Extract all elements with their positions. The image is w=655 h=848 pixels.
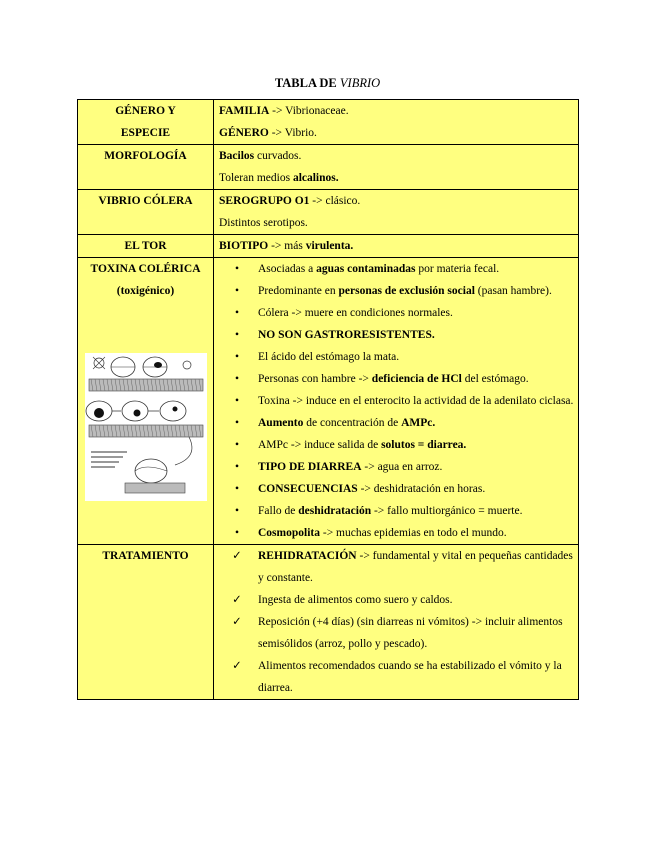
text-segment: AMPc -> induce salida de bbox=[258, 439, 382, 451]
check-icon: ✓ bbox=[232, 660, 242, 672]
text-segment: -> clásico. bbox=[309, 195, 361, 207]
text-segment: personas de exclusión social bbox=[338, 285, 475, 297]
text-segment: Toleran medios bbox=[219, 172, 293, 184]
bullet-icon: • bbox=[234, 417, 240, 429]
list-item bbox=[228, 258, 574, 280]
title-italic: VIBRIO bbox=[339, 76, 381, 90]
text-segment: Aumento bbox=[258, 417, 304, 429]
text-segment: Personas con hambre -> bbox=[258, 373, 372, 385]
row-header bbox=[78, 100, 214, 145]
text-segment: -> fundamental y vital en pequeñas cantidades y constante. bbox=[258, 550, 573, 584]
list-item bbox=[228, 302, 574, 324]
table-row bbox=[78, 100, 579, 145]
text-segment: TIPO DE DIARREA bbox=[258, 461, 362, 473]
text-segment: aguas contaminadas bbox=[316, 263, 416, 275]
text-segment: REHIDRATACIÓN bbox=[258, 550, 357, 562]
bullet-icon: • bbox=[234, 505, 240, 517]
text-segment: -> deshidratación en horas. bbox=[357, 483, 486, 495]
table-row bbox=[78, 235, 579, 258]
list-item bbox=[228, 434, 574, 456]
bullet-icon: • bbox=[234, 439, 240, 451]
row-content bbox=[214, 145, 579, 190]
bullet-icon: • bbox=[234, 307, 240, 319]
row-content bbox=[214, 258, 579, 545]
table-row bbox=[78, 258, 579, 545]
list-item bbox=[228, 412, 574, 434]
text-segment: alcalinos. bbox=[292, 172, 339, 184]
text-segment: deshidratación bbox=[298, 505, 372, 517]
text-segment: NO SON GASTRORESISTENTES. bbox=[258, 329, 435, 341]
text-segment: Reposición (+4 días) (sin diarreas ni vómitos) -> incluir alimentos semisólidos (arroz, pollo y pescado). bbox=[258, 616, 563, 650]
text-segment: Ingesta de alimentos como suero y caldos. bbox=[258, 594, 453, 606]
text-segment: deficiencia de HCl bbox=[371, 373, 462, 385]
document-title bbox=[0, 76, 655, 91]
table-row bbox=[78, 190, 579, 235]
title-bold: TABLA DE bbox=[274, 76, 340, 90]
text-segment: El ácido del estómago la mata. bbox=[258, 351, 400, 363]
content-line bbox=[219, 212, 574, 234]
bullet-icon: • bbox=[234, 527, 240, 539]
text-segment: solutos = diarrea. bbox=[381, 439, 467, 451]
text-segment: Toxina -> induce en el enterocito la actividad de la adenilato ciclasa. bbox=[258, 395, 574, 407]
text-segment: -> más bbox=[268, 240, 306, 252]
bullet-icon: • bbox=[234, 285, 240, 297]
bullet-list bbox=[214, 545, 578, 699]
list-item bbox=[228, 589, 574, 611]
text-segment: virulenta. bbox=[305, 240, 354, 252]
text-segment: -> fallo multiorgánico = muerte. bbox=[371, 505, 523, 517]
bullet-icon: • bbox=[234, 373, 240, 385]
row-header-line: EL TOR bbox=[124, 240, 167, 252]
row-header bbox=[78, 235, 214, 258]
text-segment: CONSECUENCIAS bbox=[258, 483, 358, 495]
list-item bbox=[228, 500, 574, 522]
text-segment: Predominante en bbox=[258, 285, 339, 297]
text-segment: SEROGRUPO O1 bbox=[219, 195, 310, 207]
text-segment: FAMILIA bbox=[219, 105, 270, 117]
bullet-icon: • bbox=[234, 351, 240, 363]
check-icon: ✓ bbox=[232, 550, 242, 562]
text-segment: BIOTIPO bbox=[219, 240, 269, 252]
bullet-list bbox=[214, 258, 578, 544]
text-segment: -> muchas epidemias en todo el mundo. bbox=[319, 527, 507, 539]
row-header bbox=[78, 258, 214, 545]
row-header bbox=[78, 190, 214, 235]
row-header-line: ESPECIE bbox=[120, 127, 171, 139]
content-line bbox=[219, 190, 574, 212]
list-item bbox=[228, 456, 574, 478]
list-item bbox=[228, 611, 574, 655]
vibrio-table bbox=[77, 99, 579, 700]
row-header-line: GÉNERO Y bbox=[115, 105, 176, 117]
check-icon: ✓ bbox=[232, 594, 242, 606]
text-segment: Bacilos bbox=[219, 150, 255, 162]
text-segment: del estómago. bbox=[461, 373, 529, 385]
row-content bbox=[214, 100, 579, 145]
list-item bbox=[228, 324, 574, 346]
bullet-icon: • bbox=[234, 461, 240, 473]
row-content bbox=[214, 190, 579, 235]
list-item bbox=[228, 280, 574, 302]
row-content bbox=[214, 545, 579, 700]
table-row bbox=[78, 545, 579, 700]
row-header-line: VIBRIO CÓLERA bbox=[98, 195, 193, 207]
text-segment: (pasan hambre). bbox=[474, 285, 552, 297]
bullet-icon: • bbox=[234, 263, 240, 275]
content-line bbox=[219, 145, 574, 167]
row-header-line: TRATAMIENTO bbox=[102, 550, 189, 562]
row-header bbox=[78, 545, 214, 700]
text-segment: curvados. bbox=[254, 150, 302, 162]
text-segment: por materia fecal. bbox=[415, 263, 500, 275]
text-segment: Asociadas a bbox=[258, 263, 317, 275]
text-segment: -> Vibrio. bbox=[268, 127, 317, 139]
list-item bbox=[228, 655, 574, 699]
row-content bbox=[214, 235, 579, 258]
text-segment: Cosmopolita bbox=[258, 527, 320, 539]
check-icon: ✓ bbox=[232, 616, 242, 628]
text-segment: Cólera -> muere en condiciones normales. bbox=[258, 307, 453, 319]
content-line bbox=[219, 122, 574, 144]
text-segment: GÉNERO bbox=[219, 127, 269, 139]
text-segment: AMPc. bbox=[401, 417, 436, 429]
row-header bbox=[78, 145, 214, 190]
row-header-line: (toxigénico) bbox=[116, 285, 175, 297]
table-row bbox=[78, 145, 579, 190]
content-line bbox=[219, 100, 574, 122]
list-item bbox=[228, 346, 574, 368]
text-segment: -> Vibrionaceae. bbox=[269, 105, 349, 117]
text-segment: -> agua en arroz. bbox=[361, 461, 443, 473]
bullet-icon: • bbox=[234, 395, 240, 407]
list-item bbox=[228, 390, 574, 412]
text-segment: Alimentos recomendados cuando se ha estabilizado el vómito y la diarrea. bbox=[258, 660, 562, 694]
text-segment: Distintos serotipos. bbox=[219, 217, 308, 229]
text-segment: de concentración de bbox=[303, 417, 402, 429]
cholera-toxin-mechanism-diagram bbox=[85, 353, 207, 501]
row-header-line: TOXINA COLÉRICA bbox=[90, 263, 201, 275]
list-item bbox=[228, 545, 574, 589]
content-line bbox=[219, 235, 574, 257]
bullet-icon: • bbox=[234, 329, 240, 341]
text-segment: Fallo de bbox=[258, 505, 299, 517]
list-item bbox=[228, 522, 574, 544]
list-item bbox=[228, 368, 574, 390]
content-line bbox=[219, 167, 574, 189]
list-item bbox=[228, 478, 574, 500]
bullet-icon: • bbox=[234, 483, 240, 495]
row-header-line: MORFOLOGÍA bbox=[104, 150, 187, 162]
